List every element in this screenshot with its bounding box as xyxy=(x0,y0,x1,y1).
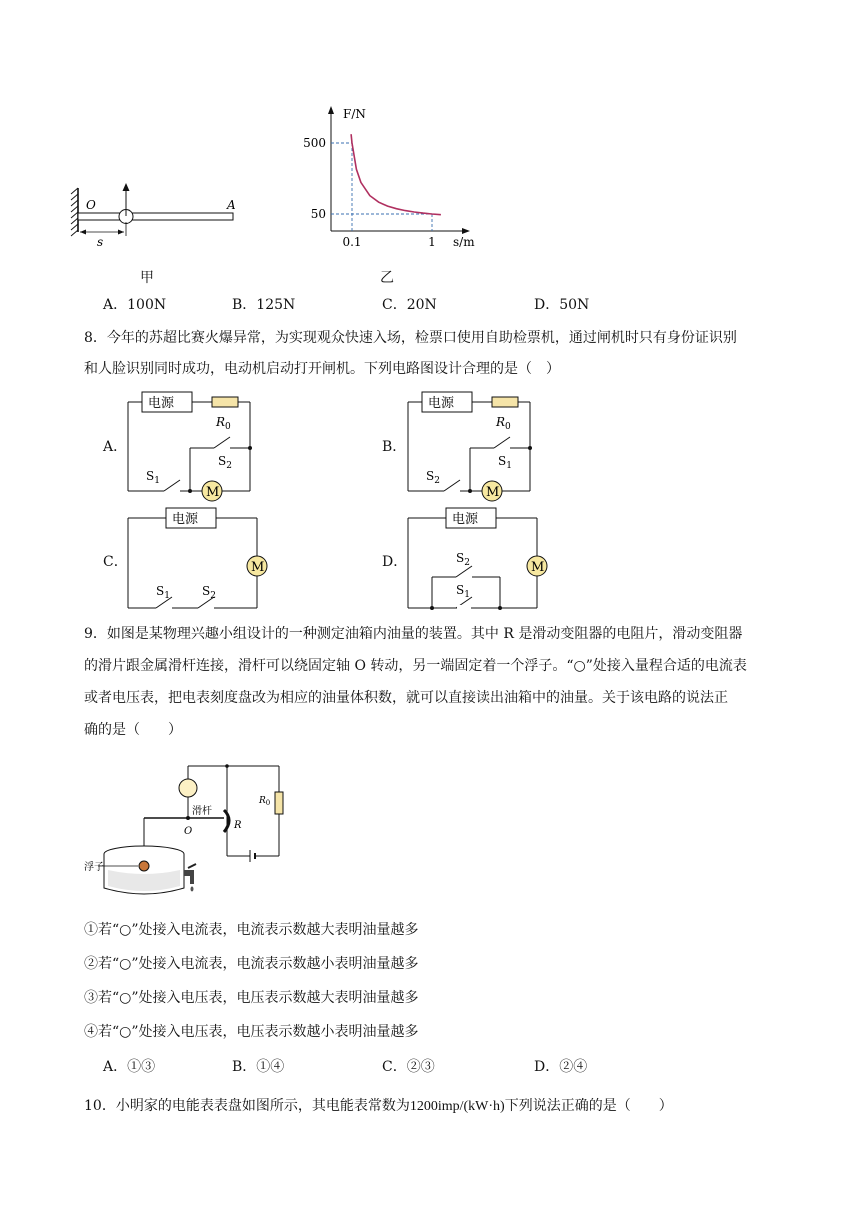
power-label: 电源 xyxy=(452,512,479,527)
q9-stem-line2: 的滑片跟金属滑杆连接，滑杆可以绕固定轴 O 转动，另一端固定着一个浮子。“○”处接入量程合适的电流表 xyxy=(84,658,747,674)
switch-label-1: $S_2$ xyxy=(426,469,440,486)
q9-statement-4: ④若“○”处接入电压表，电压表示数越小表明油量越多 xyxy=(84,1024,419,1040)
pivot-o-label: O xyxy=(184,826,193,837)
meter-constant: 1200imp/(kW·h) xyxy=(409,1099,505,1114)
q10-stem: 10．小明家的电能表表盘如图所示，其电能表常数为1200imp/(kW·h)下列说法正确的是（ ） xyxy=(84,1098,673,1114)
q9-stem-line3: 或者电压表，把电表刻度盘改为相应的油量体积数，就可以直接读出油箱中的油量。关于该电路的说法正 xyxy=(84,690,728,706)
label-A: A xyxy=(227,198,236,212)
q7-option-d: D．50N xyxy=(534,297,590,313)
power-label: 电源 xyxy=(428,396,455,411)
resistor-label: $R_0$ xyxy=(496,415,511,432)
y-tick-50: 50 xyxy=(310,207,326,221)
motor-label: M xyxy=(531,560,545,575)
force-curve xyxy=(351,134,441,215)
q9-statement-3: ③若“○”处接入电压表，电压表示数越大表明油量越多 xyxy=(84,990,419,1006)
r-label: R xyxy=(234,820,242,831)
q7-option-a: A．100N xyxy=(103,297,167,313)
q9-option-a: A．①③ xyxy=(103,1059,156,1075)
oil-gauge-figure xyxy=(84,758,304,908)
motor-label: M xyxy=(206,485,220,500)
motor-label: M xyxy=(251,560,265,575)
switch-label-2: $S_1$ xyxy=(498,454,512,471)
q9-stem-line4: 确的是（ ） xyxy=(84,722,182,738)
q8-stem-line1: 8．今年的苏超比赛火爆异常，为实现观众快速入场，检票口使用自助检票机，通过闸机时只有身份证识别 xyxy=(84,330,737,346)
q7-option-c: C．20N xyxy=(382,297,437,313)
x-axis-label: s/m xyxy=(453,235,475,249)
caption-jia: 甲 xyxy=(140,270,154,286)
q9-statement-1: ①若“○”处接入电流表，电流表示数越大表明油量越多 xyxy=(84,922,419,938)
switch-label-1: $S_1$ xyxy=(146,469,160,486)
resistor-label: $R_0$ xyxy=(216,415,231,432)
q9-statement-2: ②若“○”处接入电流表，电流表示数越小表明油量越多 xyxy=(84,956,419,972)
q7-option-b: B．125N xyxy=(232,297,296,313)
y-tick-500: 500 xyxy=(303,136,326,150)
y-axis-label: F/N xyxy=(343,107,366,121)
caption-yi: 乙 xyxy=(380,270,394,286)
x-tick-0.1: 0.1 xyxy=(342,235,362,249)
circuit-a xyxy=(120,388,260,503)
power-label: 电源 xyxy=(172,512,199,527)
switch-label-1: $S_1$ xyxy=(156,584,170,601)
float-label: 浮子 xyxy=(84,862,104,873)
lever-figure xyxy=(66,180,246,250)
q8-option-b-letter: B． xyxy=(382,439,407,455)
power-label: 电源 xyxy=(148,396,175,411)
circuit-c xyxy=(120,504,270,616)
circuit-b xyxy=(400,388,540,503)
switch-label-2: $S_2$ xyxy=(218,454,232,471)
force-distance-chart xyxy=(295,103,485,251)
x-tick-1: 1 xyxy=(428,235,436,249)
circuit-d xyxy=(400,504,550,616)
q9-option-c: C．②③ xyxy=(382,1059,435,1075)
switch-label-2: $S_2$ xyxy=(202,584,216,601)
q8-option-a-letter: A． xyxy=(103,439,128,455)
switch-label-1: $S_2$ xyxy=(456,551,470,568)
q9-stem-line1: 9．如图是某物理兴趣小组设计的一种测定油箱内油量的装置。其中 R 是滑动变阻器的电阻片，滑动变阻器 xyxy=(84,626,743,642)
motor-label: M xyxy=(486,485,500,500)
switch-label-2: $S_1$ xyxy=(456,583,470,600)
q9-option-b: B．①④ xyxy=(232,1059,285,1075)
label-s: s xyxy=(97,235,104,249)
q8-stem-line2: 和人脸识别同时成功，电动机启动打开闸机。下列电路图设计合理的是（ ） xyxy=(84,361,560,377)
q8-option-d-letter: D． xyxy=(382,554,408,570)
q8-option-c-letter: C． xyxy=(103,554,128,570)
q9-option-d: D．②④ xyxy=(534,1059,588,1075)
rod-label: 滑杆 xyxy=(192,806,212,817)
r0-label: $R_0$ xyxy=(259,796,271,807)
label-O: O xyxy=(86,198,96,212)
